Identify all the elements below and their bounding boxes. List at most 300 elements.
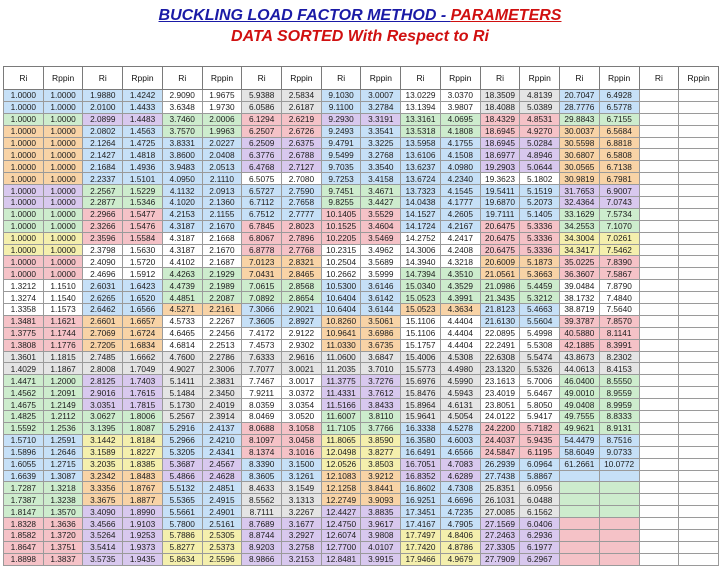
cell-ri: 1.0000 [4, 161, 44, 173]
cell-ri: 6.5075 [242, 173, 282, 185]
cell-empty [679, 173, 719, 185]
cell-rppin: 2.7658 [282, 197, 322, 209]
cell-ri: 12.4427 [321, 506, 361, 518]
cell-rppin: 3.8503 [361, 458, 401, 470]
cell-ri: 13.6106 [401, 149, 441, 161]
cell-rppin: 2.3450 [202, 387, 242, 399]
cell-ri: 20.6475 [480, 244, 520, 256]
cell-rppin: 3.0354 [282, 399, 322, 411]
cell-rppin: 7.4840 [599, 292, 639, 304]
table-row [4, 482, 719, 494]
cell-empty [639, 553, 679, 565]
cell-ri: 31.7653 [560, 185, 600, 197]
cell-empty [639, 268, 679, 280]
cell-rppin: 2.5305 [202, 529, 242, 541]
cell-ri: 7.0123 [242, 256, 282, 268]
cell-rppin: 5.4663 [520, 304, 560, 316]
cell-rppin: 3.6847 [361, 351, 401, 363]
cell-rppin: 4.7308 [440, 482, 480, 494]
cell-ri: 15.9641 [401, 411, 441, 423]
cell-ri: 10.8260 [321, 315, 361, 327]
cell-rppin: 1.4433 [123, 101, 163, 113]
cell-rppin: 4.8139 [520, 90, 560, 102]
cell-ri: 27.3305 [480, 541, 520, 553]
cell-rppin: 3.3540 [361, 161, 401, 173]
cell-ri: 13.6724 [401, 173, 441, 185]
cell-ri: 11.0330 [321, 339, 361, 351]
cell-ri: 16.3338 [401, 422, 441, 434]
cell-rppin: 3.4158 [361, 173, 401, 185]
table-row [4, 137, 719, 149]
cell-ri: 30.5598 [560, 137, 600, 149]
cell-ri: 2.4090 [83, 256, 123, 268]
cell-rppin: 4.1808 [440, 125, 480, 137]
cell-ri: 18.6945 [480, 137, 520, 149]
cell-empty [679, 197, 719, 209]
table-row [4, 363, 719, 375]
cell-ri: 10.2315 [321, 244, 361, 256]
cell-rppin [599, 494, 639, 506]
cell-rppin: 6.5808 [599, 149, 639, 161]
cell-rppin: 3.1261 [282, 470, 322, 482]
cell-rppin: 2.4567 [202, 458, 242, 470]
cell-empty [639, 470, 679, 482]
cell-ri: 26.2939 [480, 458, 520, 470]
cell-rppin: 3.0021 [282, 363, 322, 375]
table-row [4, 506, 719, 518]
cell-rppin: 1.2536 [43, 422, 83, 434]
cell-empty [679, 137, 719, 149]
cell-rppin: 2.1668 [202, 232, 242, 244]
cell-ri: 2.3798 [83, 244, 123, 256]
cell-ri: 1.0000 [4, 220, 44, 232]
cell-ri: 8.0359 [242, 399, 282, 411]
cell-ri: 20.6475 [480, 220, 520, 232]
cell-ri: 8.8744 [242, 529, 282, 541]
cell-rppin: 2.4019 [202, 399, 242, 411]
cell-rppin: 2.0913 [202, 185, 242, 197]
cell-ri: 3.4566 [83, 518, 123, 530]
cell-ri: 15.4006 [401, 351, 441, 363]
cell-ri: 4.6465 [162, 327, 202, 339]
cell-ri: 2.6601 [83, 315, 123, 327]
cell-ri: 12.2749 [321, 494, 361, 506]
cell-ri: 5.9388 [242, 90, 282, 102]
cell-rppin: 3.0520 [282, 411, 322, 423]
cell-ri: 27.1569 [480, 518, 520, 530]
cell-ri: 1.0000 [4, 232, 44, 244]
cell-rppin: 1.7403 [123, 375, 163, 387]
cell-rppin: 6.5778 [599, 101, 639, 113]
cell-ri: 6.7112 [242, 197, 282, 209]
cell-rppin: 8.5550 [599, 375, 639, 387]
cell-rppin: 2.8927 [282, 315, 322, 327]
cell-rppin: 6.1195 [520, 446, 560, 458]
cell-ri: 3.7460 [162, 113, 202, 125]
cell-empty [679, 232, 719, 244]
cell-rppin: 1.4483 [123, 113, 163, 125]
cell-ri: 49.7555 [560, 411, 600, 423]
cell-ri: 2.8125 [83, 375, 123, 387]
cell-rppin: 3.1058 [282, 422, 322, 434]
cell-ri: 5.1484 [162, 387, 202, 399]
table-row [4, 90, 719, 102]
cell-ri: 49.0010 [560, 387, 600, 399]
cell-ri: 30.6807 [560, 149, 600, 161]
cell-ri: 4.9027 [162, 363, 202, 375]
cell-ri: 9.4791 [321, 137, 361, 149]
cell-rppin: 4.9679 [440, 553, 480, 565]
cell-empty [679, 125, 719, 137]
cell-rppin: 4.3634 [440, 304, 480, 316]
cell-rppin: 3.7612 [361, 387, 401, 399]
cell-rppin: 1.4818 [123, 149, 163, 161]
cell-ri: 4.5733 [162, 315, 202, 327]
cell-rppin: 3.9093 [361, 494, 401, 506]
cell-ri: 32.4364 [560, 197, 600, 209]
cell-rppin: 1.7049 [123, 363, 163, 375]
cell-rppin: 1.0000 [43, 232, 83, 244]
cell-rppin: 10.0772 [599, 458, 639, 470]
table-row [4, 315, 719, 327]
cell-rppin: 5.1873 [520, 256, 560, 268]
cell-rppin: 4.0980 [440, 161, 480, 173]
cell-empty [679, 339, 719, 351]
cell-ri: 12.4750 [321, 518, 361, 530]
cell-ri: 4.4263 [162, 268, 202, 280]
cell-empty [639, 482, 679, 494]
cell-ri: 11.7105 [321, 422, 361, 434]
cell-rppin: 5.1519 [520, 185, 560, 197]
cell-rppin: 2.2267 [202, 315, 242, 327]
cell-ri: 9.2493 [321, 125, 361, 137]
cell-rppin: 1.0000 [43, 113, 83, 125]
cell-ri: 58.6049 [560, 446, 600, 458]
cell-rppin: 2.1670 [202, 244, 242, 256]
cell-ri: 3.1395 [83, 422, 123, 434]
cell-ri: 2.6462 [83, 304, 123, 316]
cell-rppin: 1.3751 [43, 541, 83, 553]
cell-ri: 1.6639 [4, 470, 44, 482]
cell-ri: 7.3066 [242, 304, 282, 316]
cell-rppin: 1.9435 [123, 553, 163, 565]
cell-rppin: 1.9373 [123, 541, 163, 553]
cell-rppin: 3.6986 [361, 327, 401, 339]
cell-rppin: 3.0370 [440, 90, 480, 102]
cell-rppin: 5.5474 [520, 351, 560, 363]
column-header: Rppin [361, 67, 401, 90]
cell-ri: 15.1757 [401, 339, 441, 351]
cell-rppin: 4.5943 [440, 387, 480, 399]
cell-ri: 13.7323 [401, 185, 441, 197]
cell-rppin: 1.0000 [43, 185, 83, 197]
cell-ri: 18.4088 [480, 101, 520, 113]
cell-rppin: 2.8321 [282, 256, 322, 268]
cell-ri: 9.7035 [321, 161, 361, 173]
table-row [4, 197, 719, 209]
cell-ri: 2.4696 [83, 268, 123, 280]
cell-ri: 18.4329 [480, 113, 520, 125]
cell-empty [639, 90, 679, 102]
cell-empty [679, 363, 719, 375]
cell-ri: 16.3580 [401, 434, 441, 446]
cell-rppin: 1.6724 [123, 327, 163, 339]
cell-ri: 49.9621 [560, 422, 600, 434]
cell-rppin: 1.2112 [43, 411, 83, 423]
cell-ri: 5.2966 [162, 434, 202, 446]
cell-rppin: 1.2091 [43, 387, 83, 399]
cell-empty [639, 387, 679, 399]
table-row [4, 125, 719, 137]
cell-ri: 4.1020 [162, 197, 202, 209]
cell-ri: 2.2966 [83, 208, 123, 220]
column-header: Rppin [520, 67, 560, 90]
cell-rppin: 2.7590 [282, 185, 322, 197]
cell-rppin: 3.9617 [361, 518, 401, 530]
cell-empty [639, 363, 679, 375]
cell-ri: 3.6348 [162, 101, 202, 113]
cell-rppin: 1.6834 [123, 339, 163, 351]
cell-ri [560, 482, 600, 494]
cell-rppin: 1.2149 [43, 399, 83, 411]
cell-rppin: 2.2087 [202, 292, 242, 304]
cell-empty [639, 256, 679, 268]
cell-ri: 20.6009 [480, 256, 520, 268]
cell-ri: 16.8602 [401, 482, 441, 494]
cell-ri: 6.2509 [242, 137, 282, 149]
cell-ri: 1.5592 [4, 422, 44, 434]
cell-rppin: 3.2153 [282, 553, 322, 565]
cell-rppin: 1.1621 [43, 315, 83, 327]
cell-ri: 2.0802 [83, 125, 123, 137]
cell-empty [639, 422, 679, 434]
table-row [4, 244, 719, 256]
cell-rppin: 1.0000 [43, 244, 83, 256]
cell-rppin: 1.1815 [43, 351, 83, 363]
cell-ri: 44.0613 [560, 363, 600, 375]
cell-empty [679, 458, 719, 470]
cell-rppin: 2.1687 [202, 256, 242, 268]
column-header: Ri [162, 67, 202, 90]
cell-rppin: 1.2715 [43, 458, 83, 470]
cell-ri: 19.7111 [480, 208, 520, 220]
cell-rppin: 5.3663 [520, 268, 560, 280]
cell-ri: 6.7512 [242, 208, 282, 220]
cell-rppin [599, 518, 639, 530]
table-row [4, 208, 719, 220]
cell-rppin: 2.1155 [202, 208, 242, 220]
cell-ri: 19.5411 [480, 185, 520, 197]
cell-empty [639, 351, 679, 363]
table-row [4, 113, 719, 125]
cell-ri: 14.3006 [401, 244, 441, 256]
cell-rppin: 3.3225 [361, 137, 401, 149]
cell-ri: 12.1258 [321, 482, 361, 494]
cell-empty [679, 399, 719, 411]
cell-ri: 3.0627 [83, 411, 123, 423]
cell-rppin: 4.5278 [440, 422, 480, 434]
cell-ri: 3.7570 [162, 125, 202, 137]
cell-ri: 23.4019 [480, 387, 520, 399]
cell-ri: 24.0122 [480, 411, 520, 423]
cell-ri: 6.1294 [242, 113, 282, 125]
cell-ri: 26.1031 [480, 494, 520, 506]
cell-rppin: 3.6142 [361, 292, 401, 304]
cell-ri: 8.9203 [242, 541, 282, 553]
cell-ri: 10.2662 [321, 268, 361, 280]
cell-empty [679, 90, 719, 102]
table-row [4, 494, 719, 506]
cell-rppin: 1.3636 [43, 518, 83, 530]
cell-rppin: 3.1677 [282, 518, 322, 530]
cell-rppin: 3.7766 [361, 422, 401, 434]
cell-rppin: 3.0017 [282, 375, 322, 387]
cell-rppin: 1.0000 [43, 161, 83, 173]
cell-ri: 4.2153 [162, 208, 202, 220]
cell-rppin: 4.6696 [440, 494, 480, 506]
cell-empty [679, 553, 719, 565]
cell-empty [639, 197, 679, 209]
cell-rppin: 7.0261 [599, 232, 639, 244]
cell-rppin: 1.5229 [123, 185, 163, 197]
table-row [4, 256, 719, 268]
cell-rppin: 1.1540 [43, 292, 83, 304]
cell-rppin: 5.0644 [520, 161, 560, 173]
cell-ri: 10.2205 [321, 232, 361, 244]
cell-rppin: 5.5604 [520, 315, 560, 327]
cell-ri: 3.2342 [83, 470, 123, 482]
cell-ri: 3.3356 [83, 482, 123, 494]
table-row [4, 232, 719, 244]
column-header: Ri [83, 67, 123, 90]
cell-ri: 12.0498 [321, 446, 361, 458]
cell-rppin: 6.2967 [520, 553, 560, 565]
cell-ri: 1.0000 [4, 137, 44, 149]
cell-rppin: 6.5684 [599, 125, 639, 137]
cell-rppin: 5.9417 [520, 411, 560, 423]
cell-ri: 9.1030 [321, 90, 361, 102]
cell-rppin: 3.1313 [282, 494, 322, 506]
cell-empty [679, 101, 719, 113]
cell-rppin: 1.6520 [123, 292, 163, 304]
cell-empty [639, 518, 679, 530]
cell-rppin: 2.1110 [202, 173, 242, 185]
cell-rppin: 3.4427 [361, 197, 401, 209]
cell-rppin: 1.9963 [202, 125, 242, 137]
cell-rppin [599, 553, 639, 565]
cell-rppin: 1.2646 [43, 446, 83, 458]
cell-rppin: 5.0284 [520, 137, 560, 149]
cell-ri: 46.0400 [560, 375, 600, 387]
cell-ri: 15.8476 [401, 387, 441, 399]
cell-rppin: 1.1867 [43, 363, 83, 375]
cell-ri: 8.7689 [242, 518, 282, 530]
cell-rppin: 3.5689 [361, 256, 401, 268]
cell-ri: 1.4562 [4, 387, 44, 399]
cell-ri: 2.8008 [83, 363, 123, 375]
cell-ri: 1.4825 [4, 411, 44, 423]
cell-empty [679, 113, 719, 125]
column-header: Ri [401, 67, 441, 90]
cell-ri: 8.5562 [242, 494, 282, 506]
cell-ri: 1.5710 [4, 434, 44, 446]
cell-rppin: 1.0000 [43, 137, 83, 149]
cell-ri: 54.4479 [560, 434, 600, 446]
cell-ri: 3.5264 [83, 529, 123, 541]
cell-ri: 27.7438 [480, 470, 520, 482]
cell-ri: 10.9641 [321, 327, 361, 339]
cell-rppin: 5.1405 [520, 208, 560, 220]
cell-ri: 9.1100 [321, 101, 361, 113]
cell-ri: 2.6265 [83, 292, 123, 304]
cell-rppin: 1.0000 [43, 101, 83, 113]
cell-empty [679, 315, 719, 327]
cell-rppin: 4.5308 [440, 351, 480, 363]
cell-ri: 16.7051 [401, 458, 441, 470]
table-row [4, 470, 719, 482]
cell-ri: 18.3509 [480, 90, 520, 102]
cell-ri: 3.0351 [83, 399, 123, 411]
cell-rppin: 4.2408 [440, 244, 480, 256]
cell-rppin: 6.0964 [520, 458, 560, 470]
cell-ri: 18.6977 [480, 149, 520, 161]
cell-empty [639, 446, 679, 458]
cell-rppin: 2.7080 [282, 173, 322, 185]
cell-rppin: 2.5596 [202, 553, 242, 565]
cell-rppin: 3.2927 [282, 529, 322, 541]
table-row [4, 161, 719, 173]
cell-rppin: 1.3238 [43, 494, 83, 506]
cell-ri: 14.2752 [401, 232, 441, 244]
cell-rppin: 4.2417 [440, 232, 480, 244]
cell-ri: 14.1724 [401, 220, 441, 232]
column-header: Rppin [43, 67, 83, 90]
cell-rppin: 5.5326 [520, 363, 560, 375]
cell-empty [639, 185, 679, 197]
cell-rppin: 4.8531 [520, 113, 560, 125]
cell-empty [679, 304, 719, 316]
cell-ri: 10.5300 [321, 280, 361, 292]
cell-rppin: 1.8006 [123, 411, 163, 423]
cell-rppin: 1.8767 [123, 482, 163, 494]
cell-rppin: 4.0695 [440, 113, 480, 125]
cell-rppin: 2.1989 [202, 280, 242, 292]
table-body [4, 90, 719, 566]
cell-ri: 15.0523 [401, 292, 441, 304]
cell-empty [639, 434, 679, 446]
cell-ri: 4.6814 [162, 339, 202, 351]
cell-ri: 19.3623 [480, 173, 520, 185]
cell-ri: 14.3940 [401, 256, 441, 268]
cell-rppin: 1.0000 [43, 173, 83, 185]
cell-ri: 1.3601 [4, 351, 44, 363]
cell-rppin [599, 541, 639, 553]
cell-ri: 39.0484 [560, 280, 600, 292]
cell-empty [679, 161, 719, 173]
cell-rppin: 3.3541 [361, 125, 401, 137]
column-header: Ri [480, 67, 520, 90]
cell-ri: 30.9819 [560, 173, 600, 185]
cell-rppin: 2.4137 [202, 422, 242, 434]
cell-rppin: 4.9270 [520, 125, 560, 137]
cell-ri: 15.0523 [401, 304, 441, 316]
cell-ri: 29.8843 [560, 113, 600, 125]
cell-rppin: 1.5101 [123, 173, 163, 185]
cell-rppin: 6.0956 [520, 482, 560, 494]
cell-ri: 7.7467 [242, 375, 282, 387]
cell-empty [679, 280, 719, 292]
cell-ri: 3.5735 [83, 553, 123, 565]
